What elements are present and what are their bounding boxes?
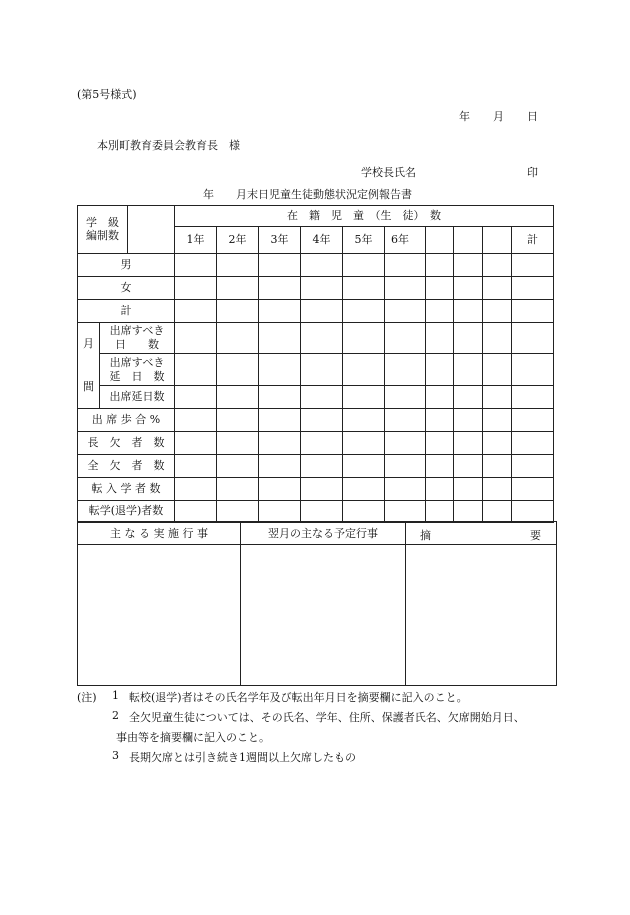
row-label-days-required [100, 323, 175, 354]
note-2-number: 2 [112, 709, 119, 722]
month-period-label [78, 323, 100, 409]
grade-blank-3 [483, 227, 512, 254]
summary-area[interactable] [406, 545, 557, 686]
date-day: 日 [527, 110, 538, 123]
grade-5: 5年 [343, 227, 385, 254]
seal-mark: 印 [527, 166, 538, 179]
grade-3: 3年 [259, 227, 301, 254]
note-3-text: 長期欠席とは引き続き1週間以上欠席したもの [129, 751, 356, 764]
addressee: 本別町教育委員会教育長 様 [97, 139, 240, 152]
days-required-line1: 出席すべき [109, 324, 165, 338]
document-title: 年 月末日児童生徒動態状況定例報告書 [203, 188, 412, 201]
note-2-text: 全欠児童生徒については、その氏名、学年、住所、保護者氏名、欠席開始月日、 [129, 711, 525, 724]
grade-blank-1 [426, 227, 454, 254]
total-days-line2: 延 日 数 [109, 369, 165, 383]
row-label-total: 計 [78, 300, 175, 323]
interval-char: 間 [83, 379, 94, 393]
class-label-line1: 学 級 [86, 215, 119, 229]
note-1-text: 転校(退学)者はその氏名学年及び転出年月日を摘要欄に記入のこと。 [129, 691, 468, 704]
enrollment-table [77, 205, 554, 523]
grade-4: 4年 [301, 227, 343, 254]
note-2-continuation: 事由等を摘要欄に記入のこと。 [116, 731, 270, 744]
events-table [77, 521, 557, 686]
days-required-line2: 日 数 [115, 338, 159, 351]
summary-right-char: 要 [530, 529, 541, 542]
class-label-line2: 編制数 [86, 228, 119, 242]
main-events-header: 主 な る 実 施 行 事 [78, 522, 241, 545]
grade-2: 2年 [217, 227, 259, 254]
row-label-full-absent: 全 欠 者 数 [78, 455, 175, 478]
row-label-attended-days: 出席延日数 [100, 386, 175, 409]
summary-left-char: 摘 [420, 529, 431, 542]
main-events-area[interactable] [78, 545, 241, 686]
note-1-number: 1 [112, 689, 119, 702]
row-label-male: 男 [78, 254, 175, 277]
row-label-long-absent: 長 欠 者 数 [78, 432, 175, 455]
row-label-transfer-out: 転学(退学)者数 [78, 501, 175, 523]
summary-header [406, 522, 557, 545]
row-label-attendance-rate: 出 席 歩 合 % [78, 409, 175, 432]
row-label-transfer-in: 転 入 学 者 数 [78, 478, 175, 501]
class-count-header [78, 206, 175, 254]
row-label-female: 女 [78, 277, 175, 300]
principal-name-label: 学校長氏名 [361, 166, 416, 179]
total-days-line1: 出席すべき [109, 355, 165, 369]
note-3-number: 3 [112, 749, 119, 762]
grade-total: 計 [512, 227, 554, 254]
row-label-total-days-required [100, 354, 175, 386]
grade-1: 1年 [175, 227, 217, 254]
date-month: 月 [493, 110, 504, 123]
form-number: (第5号様式) [77, 88, 137, 101]
month-char: 月 [83, 336, 94, 350]
enrolled-count-header: 在 籍 児 童 （生 徒） 数 [175, 206, 554, 227]
date-year: 年 [459, 110, 470, 123]
grade-blank-2 [454, 227, 483, 254]
next-month-events-area[interactable] [241, 545, 406, 686]
next-month-events-header: 翌月の主なる予定行事 [241, 522, 406, 545]
grade-6: 6年 [385, 227, 426, 254]
notes-tag: (注) [77, 691, 97, 704]
